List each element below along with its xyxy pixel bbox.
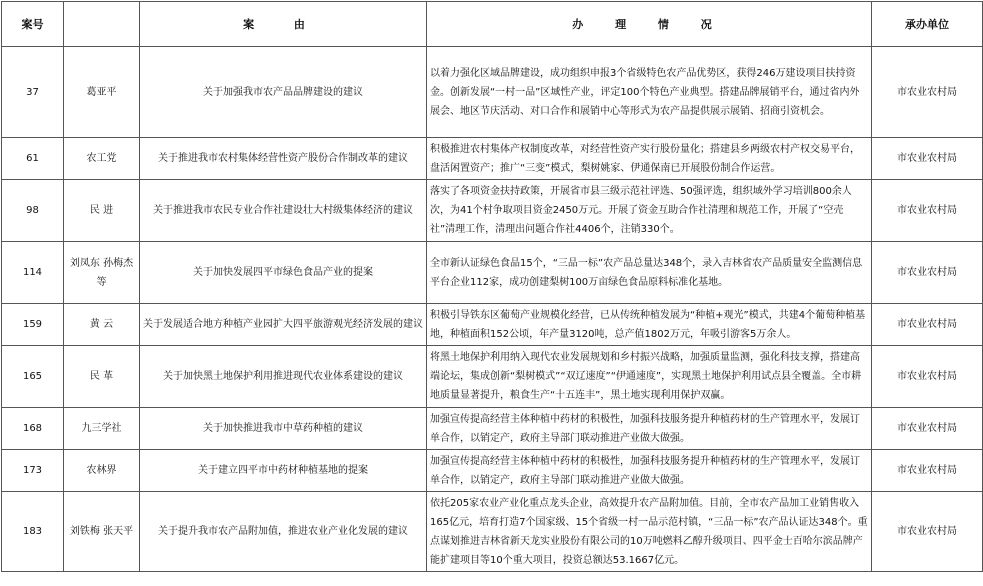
table-row: [2, 304, 983, 346]
header-unit: 承办单位: [872, 2, 983, 47]
proposer-cell: 农林界: [64, 450, 140, 492]
unit-cell: 市农业农村局: [872, 304, 983, 346]
cause-cell: 关于加快黑土地保护利用推进现代农业体系建设的建议: [140, 346, 427, 408]
handling-cell: 落实了各项资金扶持政策，开展省市县三级示范社评选、50强评选，组织域外学习培训800余人次，为41个村争取项目资金2450万元。开展了资金互助合作社清理和规范工作，开展了“空壳社”清理工作，清理出问题合作社4406个，注销330个。: [427, 180, 872, 242]
unit-cell: 市农业农村局: [872, 47, 983, 138]
handling-cell: 将黑土地保护利用纳入现代农业发展规划和乡村振兴战略，加强质量监测，强化科技支撑，搭建高端论坛，集成创新“梨树模式”“双辽速度”“伊通速度”，实现黑土地保护利用试点县全覆盖。全市耕地质量显著提升，粮食生产“十五连丰”，黑土地实现利用保护双赢。: [427, 346, 872, 408]
case-no-cell: 165: [2, 346, 64, 408]
unit-cell: 市农业农村局: [872, 346, 983, 408]
handling-cell: 以着力强化区域品牌建设，成功组织申报3个省级特色农产品优势区，获得246万建设项目扶持资金。创新发展“一村一品”区域性产业，评定100个特色产业典型。搭建品牌展销平台，通过省内外展会、地区节庆活动、对口合作和展销中心等形式为农产品提供展示展销、招商引资机会。: [427, 47, 872, 138]
proposal-table: [1, 1, 983, 572]
header-handling: 办 理 情 况: [427, 2, 872, 47]
cause-cell: 关于推进我市农民专业合作社建设壮大村级集体经济的建议: [140, 180, 427, 242]
header-case-no: 案号: [2, 2, 64, 47]
header-cause: 案 由: [140, 2, 427, 47]
cause-cell: 关于加快推进我市中草药种植的建议: [140, 408, 427, 450]
unit-cell: 市农业农村局: [872, 138, 983, 180]
cause-cell: 关于提升我市农产品附加值，推进农业产业化发展的建议: [140, 492, 427, 572]
proposer-cell: 葛亚平: [64, 47, 140, 138]
table-row: [2, 450, 983, 492]
table-row: [2, 47, 983, 138]
table-row: [2, 408, 983, 450]
table-row: [2, 346, 983, 408]
proposer-cell: 农工党: [64, 138, 140, 180]
handling-cell: 全市新认证绿色食品15个，“三品一标”农产品总量达348个，录入吉林省农产品质量安全监测信息平台企业112家，成功创建梨树100万亩绿色食品原料标准化基地。: [427, 242, 872, 304]
proposer-cell: 黄 云: [64, 304, 140, 346]
cause-cell: 关于加快发展四平市绿色食品产业的提案: [140, 242, 427, 304]
proposer-cell: 刘铁梅 张天平: [64, 492, 140, 572]
table-row: [2, 242, 983, 304]
cause-cell: 关于建立四平市中药材种植基地的提案: [140, 450, 427, 492]
proposer-cell: 民 革: [64, 346, 140, 408]
case-no-cell: 114: [2, 242, 64, 304]
cause-cell: 关于推进我市农村集体经营性资产股份合作制改革的建议: [140, 138, 427, 180]
unit-cell: 市农业农村局: [872, 180, 983, 242]
case-no-cell: 173: [2, 450, 64, 492]
unit-cell: 市农业农村局: [872, 408, 983, 450]
proposer-cell: 民 进: [64, 180, 140, 242]
case-no-cell: 183: [2, 492, 64, 572]
case-no-cell: 61: [2, 138, 64, 180]
case-no-cell: 98: [2, 180, 64, 242]
table-row: [2, 180, 983, 242]
unit-cell: 市农业农村局: [872, 450, 983, 492]
cause-cell: 关于发展适合地方种植产业园扩大四平旅游观光经济发展的建议: [140, 304, 427, 346]
cause-cell: 关于加强我市农产品品牌建设的建议: [140, 47, 427, 138]
table-row: [2, 492, 983, 572]
table-row: [2, 138, 983, 180]
table-header-row: [2, 2, 983, 47]
unit-cell: 市农业农村局: [872, 242, 983, 304]
unit-cell: 市农业农村局: [872, 492, 983, 572]
handling-cell: 依托205家农业产业化重点龙头企业，高效提升农产品附加值。目前，全市农产品加工业销售收入165亿元，培育打造7个国家级、15个省级一村一品示范村镇，“三品一标”农产品认证达348个。重点谋划推进吉林省新天龙实业股份有限公司的10万吨燃料乙醇升级项目、四平金士百哈尔滨品牌产能扩建项目等10个重大项目，投资总额达53.1667亿元。: [427, 492, 872, 572]
case-no-cell: 159: [2, 304, 64, 346]
case-no-cell: 37: [2, 47, 64, 138]
proposer-cell: 九三学社: [64, 408, 140, 450]
handling-cell: 加强宣传提高经营主体种植中药材的积极性，加强科技服务提升种植药材的生产管理水平，发展订单合作，以销定产，政府主导部门联动推进产业做大做强。: [427, 450, 872, 492]
proposer-cell: 刘凤东 孙梅杰 等: [64, 242, 140, 304]
handling-cell: 加强宣传提高经营主体种植中药材的积极性，加强科技服务提升种植药材的生产管理水平，发展订单合作，以销定产，政府主导部门联动推进产业做大做强。: [427, 408, 872, 450]
handling-cell: 积极引导铁东区葡萄产业规模化经营，已从传统种植发展为“种植+观光”模式，共建4个葡萄种植基地，种植面积152公顷，年产量3120吨，总产值1802万元，年吸引游客5万余人。: [427, 304, 872, 346]
handling-cell: 积极推进农村集体产权制度改革，对经营性资产实行股份量化；搭建县乡两级农村产权交易平台，盘活闲置资产；推广“三变”模式，梨树姚家、伊通保南已开展股份制合作运营。: [427, 138, 872, 180]
case-no-cell: 168: [2, 408, 64, 450]
header-spacer: [64, 2, 140, 47]
